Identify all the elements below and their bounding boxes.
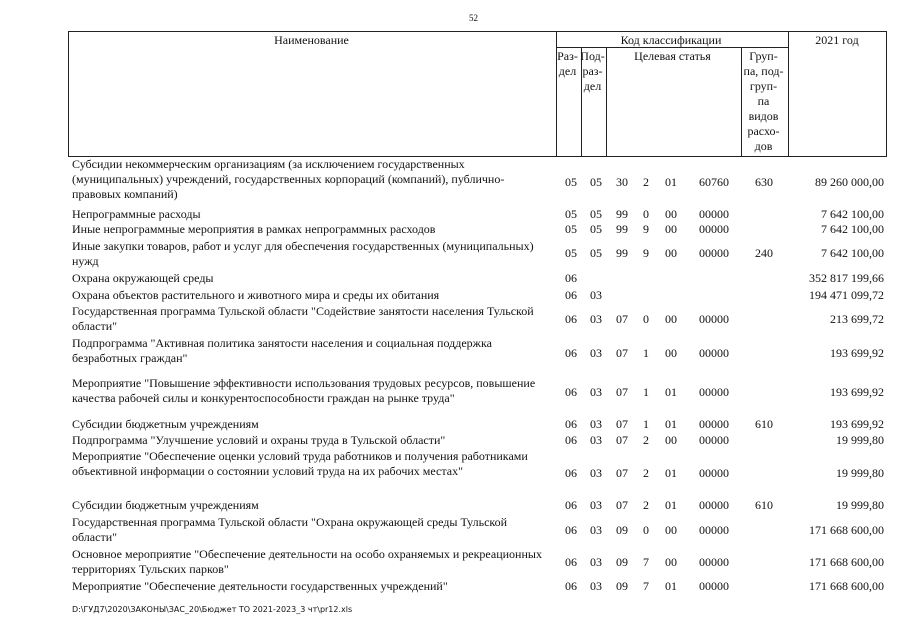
row-code-rz: 05	[565, 246, 577, 260]
table-row	[0, 207, 905, 222]
row-code-cs4: 00000	[699, 555, 729, 569]
row-amount: 19 999,80	[836, 433, 884, 447]
row-name: Государственная программа Тульской области "Содействие занятости населения Тульской области"	[72, 304, 534, 333]
row-code-cs1: 07	[616, 466, 628, 480]
row-code-cs4: 00000	[699, 417, 729, 431]
row-code-pr: 03	[590, 346, 602, 360]
row-code-rz: 06	[565, 288, 577, 302]
row-code-cs4: 00000	[699, 466, 729, 480]
row-code-cs4: 00000	[699, 346, 729, 360]
row-code-pr: 03	[590, 523, 602, 537]
table-row	[0, 417, 905, 432]
row-name: Охрана окружающей среды	[72, 271, 214, 285]
table-row	[0, 271, 905, 286]
row-name: Иные закупки товаров, работ и услуг для обеспечения государственных (муниципальных) нужд	[72, 239, 534, 268]
header-year: 2021 год	[815, 33, 859, 47]
row-code-rz: 06	[565, 385, 577, 399]
row-name: Субсидии бюджетным учреждениям	[72, 417, 259, 431]
row-code-cs4: 00000	[699, 312, 729, 326]
row-code-rz: 06	[565, 498, 577, 512]
row-code-cs4: 00000	[699, 385, 729, 399]
row-name: Охрана объектов растительного и животного мира и среды их обитания	[72, 288, 440, 302]
row-code-rz: 05	[565, 207, 577, 221]
header-celevaya: Целевая статья	[634, 49, 711, 63]
row-code-cs3: 01	[665, 498, 677, 512]
row-code-rz: 06	[565, 417, 577, 431]
row-code-pr: 03	[590, 466, 602, 480]
row-amount: 193 699,92	[830, 385, 884, 399]
row-code-cs1: 07	[616, 312, 628, 326]
row-code-cs2: 0	[643, 523, 649, 537]
table-row	[0, 498, 905, 513]
row-code-rz: 06	[565, 579, 577, 593]
row-code-cs1: 30	[616, 175, 628, 189]
row-code-cs3: 01	[665, 385, 677, 399]
row-amount: 7 642 100,00	[821, 222, 884, 236]
table-row	[0, 222, 905, 237]
row-code-cs3: 00	[665, 346, 677, 360]
row-code-cs4: 00000	[699, 498, 729, 512]
row-code-pr: 03	[590, 288, 602, 302]
row-code-pr: 03	[590, 579, 602, 593]
table-row	[0, 288, 905, 303]
row-code-vr: 610	[755, 417, 773, 431]
row-code-rz: 06	[565, 271, 577, 285]
row-code-cs1: 09	[616, 579, 628, 593]
table-row	[0, 433, 905, 448]
table-row	[0, 336, 905, 368]
row-name: Мероприятие "Обеспечение оценки условий труда работников и получения работниками объективной информации о состоянии условий труда на их рабочих местах"	[72, 449, 528, 478]
row-code-rz: 06	[565, 346, 577, 360]
row-code-cs2: 7	[643, 555, 649, 569]
table-row	[0, 304, 905, 334]
row-code-pr: 05	[590, 222, 602, 236]
row-code-cs3: 00	[665, 312, 677, 326]
row-amount: 194 471 099,72	[809, 288, 884, 302]
row-code-vr: 240	[755, 246, 773, 260]
row-name: Мероприятие "Обеспечение деятельности государственных учреждений"	[72, 579, 448, 593]
row-code-cs1: 09	[616, 523, 628, 537]
row-code-cs3: 00	[665, 433, 677, 447]
row-amount: 7 642 100,00	[821, 207, 884, 221]
row-code-vr: 610	[755, 498, 773, 512]
row-amount: 19 999,80	[836, 466, 884, 480]
row-code-cs3: 01	[665, 579, 677, 593]
row-code-cs2: 2	[643, 175, 649, 189]
row-code-cs2: 1	[643, 417, 649, 431]
row-code-cs4: 00000	[699, 579, 729, 593]
row-code-rz: 05	[565, 222, 577, 236]
row-code-cs2: 1	[643, 346, 649, 360]
row-code-cs1: 09	[616, 555, 628, 569]
row-name: Непрограммные расходы	[72, 207, 201, 221]
row-code-cs4: 60760	[699, 175, 729, 189]
row-code-rz: 06	[565, 312, 577, 326]
row-code-pr: 03	[590, 417, 602, 431]
table-row	[0, 239, 905, 269]
row-amount: 171 668 600,00	[809, 523, 884, 537]
row-code-cs2: 0	[643, 312, 649, 326]
row-code-vr: 630	[755, 175, 773, 189]
row-code-pr: 03	[590, 385, 602, 399]
table-row	[0, 157, 905, 205]
header-razdel: Раз- дел	[557, 49, 578, 78]
row-name: Мероприятие "Повышение эффективности использования трудовых ресурсов, повышение качества рабочей силы и конкурентоспособности граждан на рынке труда"	[72, 376, 536, 405]
file-path: D:\ГУД7\2020\ЗАКОНЫ\ЗАС_20\Бюджет ТО 2021-2023_3 чт\pr12.xls	[72, 605, 353, 614]
row-amount: 19 999,80	[836, 498, 884, 512]
row-code-cs1: 07	[616, 385, 628, 399]
row-code-cs3: 00	[665, 222, 677, 236]
row-code-cs4: 00000	[699, 433, 729, 447]
row-name: Государственная программа Тульской области "Охрана окружающей среды Тульской области"	[72, 515, 508, 544]
row-code-cs4: 00000	[699, 246, 729, 260]
table-row	[0, 376, 905, 408]
row-code-cs2: 1	[643, 385, 649, 399]
row-code-cs2: 2	[643, 466, 649, 480]
row-code-cs2: 9	[643, 246, 649, 260]
header-name: Наименование	[274, 33, 349, 47]
table-row	[0, 449, 905, 497]
header-podrazdel: Под- раз- дел	[580, 49, 605, 93]
row-code-cs2: 9	[643, 222, 649, 236]
row-code-cs3: 00	[665, 207, 677, 221]
row-amount: 193 699,92	[830, 346, 884, 360]
row-amount: 352 817 199,66	[809, 271, 884, 285]
header-code-group: Код классификации	[620, 33, 722, 47]
row-amount: 7 642 100,00	[821, 246, 884, 260]
row-name: Иные непрограммные мероприятия в рамках непрограммных расходов	[72, 222, 436, 236]
row-code-rz: 06	[565, 433, 577, 447]
row-code-cs4: 00000	[699, 523, 729, 537]
row-code-pr: 05	[590, 207, 602, 221]
row-code-cs1: 99	[616, 222, 628, 236]
row-amount: 171 668 600,00	[809, 555, 884, 569]
row-code-pr: 03	[590, 433, 602, 447]
row-code-pr: 03	[590, 555, 602, 569]
row-name: Подпрограмма "Активная политика занятости населения и социальная поддержка безработных граждан"	[72, 336, 492, 365]
row-code-pr: 03	[590, 498, 602, 512]
row-code-rz: 06	[565, 523, 577, 537]
row-code-pr: 05	[590, 175, 602, 189]
row-code-cs1: 07	[616, 417, 628, 431]
row-amount: 171 668 600,00	[809, 579, 884, 593]
row-code-pr: 03	[590, 312, 602, 326]
row-code-cs2: 2	[643, 498, 649, 512]
row-amount: 89 260 000,00	[815, 175, 884, 189]
table-row	[0, 515, 905, 545]
row-code-cs2: 0	[643, 207, 649, 221]
row-code-pr: 05	[590, 246, 602, 260]
row-code-rz: 06	[565, 466, 577, 480]
row-code-cs3: 01	[665, 417, 677, 431]
page-number: 52	[469, 13, 478, 23]
row-code-cs1: 07	[616, 346, 628, 360]
row-name: Основное мероприятие "Обеспечение деятельности на особо охраняемых и рекреационных территориях Тульских парков"	[72, 547, 542, 576]
row-code-cs4: 00000	[699, 222, 729, 236]
row-amount: 213 699,72	[830, 312, 884, 326]
row-code-cs1: 07	[616, 498, 628, 512]
table-row	[0, 547, 905, 577]
row-name: Субсидии бюджетным учреждениям	[72, 498, 259, 512]
row-code-cs4: 00000	[699, 207, 729, 221]
row-code-cs2: 7	[643, 579, 649, 593]
row-code-cs3: 00	[665, 246, 677, 260]
row-code-cs1: 07	[616, 433, 628, 447]
table-row	[0, 579, 905, 594]
row-code-cs1: 99	[616, 246, 628, 260]
row-code-rz: 06	[565, 555, 577, 569]
row-code-cs2: 2	[643, 433, 649, 447]
row-code-rz: 05	[565, 175, 577, 189]
row-code-cs3: 00	[665, 523, 677, 537]
row-code-cs3: 00	[665, 555, 677, 569]
header-gruppa: Груп- па, под- груп- па видов расхо- дов	[743, 49, 784, 153]
row-amount: 193 699,92	[830, 417, 884, 431]
row-name: Субсидии некоммерческим организациям (за исключением государственных (муниципальных) учреждений, государственных корпораций (компаний), публично-правовых компаний)	[72, 157, 505, 201]
row-code-cs3: 01	[665, 466, 677, 480]
row-code-cs3: 01	[665, 175, 677, 189]
row-code-cs1: 99	[616, 207, 628, 221]
row-name: Подпрограмма "Улучшение условий и охраны труда в Тульской области"	[72, 433, 446, 447]
